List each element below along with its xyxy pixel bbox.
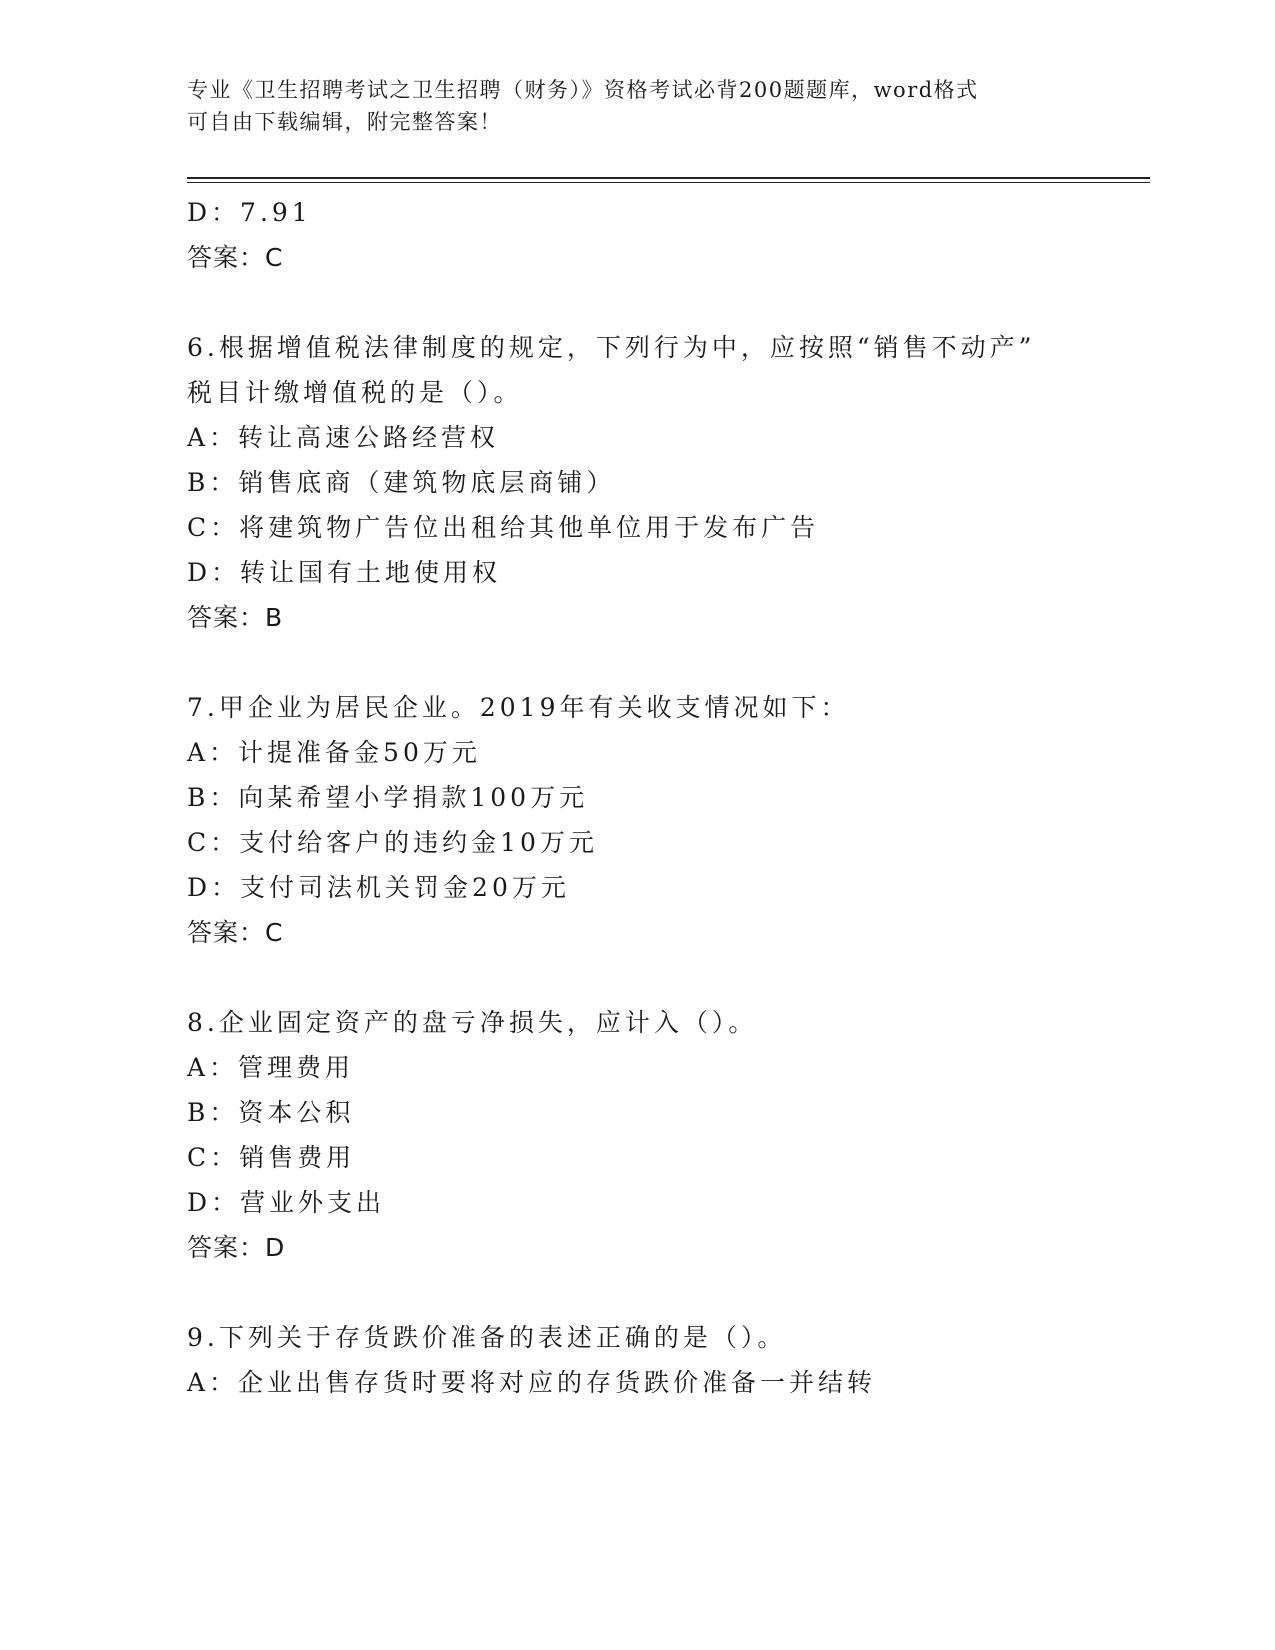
option-a: A：企业出售存货时要将对应的存货跌价准备一并结转 — [187, 1368, 877, 1397]
question-8 — [187, 1000, 1087, 1270]
spacer — [187, 640, 1087, 685]
option-c: C：销售费用 — [187, 1143, 356, 1172]
answer: 答案：D — [187, 1233, 286, 1262]
question-6 — [187, 325, 1087, 640]
question-stem: 8.企业固定资产的盘亏净损失，应计入（）。 — [187, 1008, 758, 1037]
option-a: A：计提准备金50万元 — [187, 738, 481, 767]
question-stem: 7.甲企业为居民企业。2019年有关收支情况如下： — [187, 693, 850, 722]
previous-question-tail — [187, 190, 1087, 280]
header-line-1: 专业《卫生招聘考试之卫生招聘（财务）》资格考试必背200题题库，word格式 — [187, 78, 979, 102]
option-d: D：营业外支出 — [187, 1188, 386, 1217]
spacer — [187, 280, 1087, 325]
header-rule-thick — [187, 177, 1150, 179]
question-stem-continued: 税目计缴增值税的是（）。 — [187, 378, 523, 407]
question-7 — [187, 685, 1087, 955]
answer: 答案：C — [187, 918, 284, 947]
question-stem: 6.根据增值税法律制度的规定，下列行为中，应按照“销售不动产” — [187, 333, 1036, 362]
option-d: D：支付司法机关罚金20万元 — [187, 873, 570, 902]
option-c: C：支付给客户的违约金10万元 — [187, 828, 598, 857]
header-rule-thin — [187, 182, 1150, 183]
document-body — [187, 190, 1087, 1405]
option-a: A：管理费用 — [187, 1053, 355, 1082]
document-header — [187, 74, 1087, 138]
question-stem: 9.下列关于存货跌价准备的表述正确的是（）。 — [187, 1323, 787, 1352]
spacer — [187, 1270, 1087, 1315]
spacer — [187, 955, 1087, 1000]
option-b: B：资本公积 — [187, 1098, 355, 1127]
question-9 — [187, 1315, 1087, 1405]
header-line-2: 可自由下载编辑，附完整答案！ — [187, 110, 502, 134]
option-b: B：销售底商（建筑物底层商铺） — [187, 468, 616, 497]
option-b: B：向某希望小学捐款100万元 — [187, 783, 589, 812]
option-d: D：转让国有土地使用权 — [187, 558, 502, 587]
answer: 答案：C — [187, 243, 284, 272]
option-a: A：转让高速公路经营权 — [187, 423, 500, 452]
answer: 答案：B — [187, 603, 284, 632]
option-c: C：将建筑物广告位出租给其他单位用于发布广告 — [187, 513, 820, 542]
option-d: D：7.91 — [187, 198, 312, 227]
